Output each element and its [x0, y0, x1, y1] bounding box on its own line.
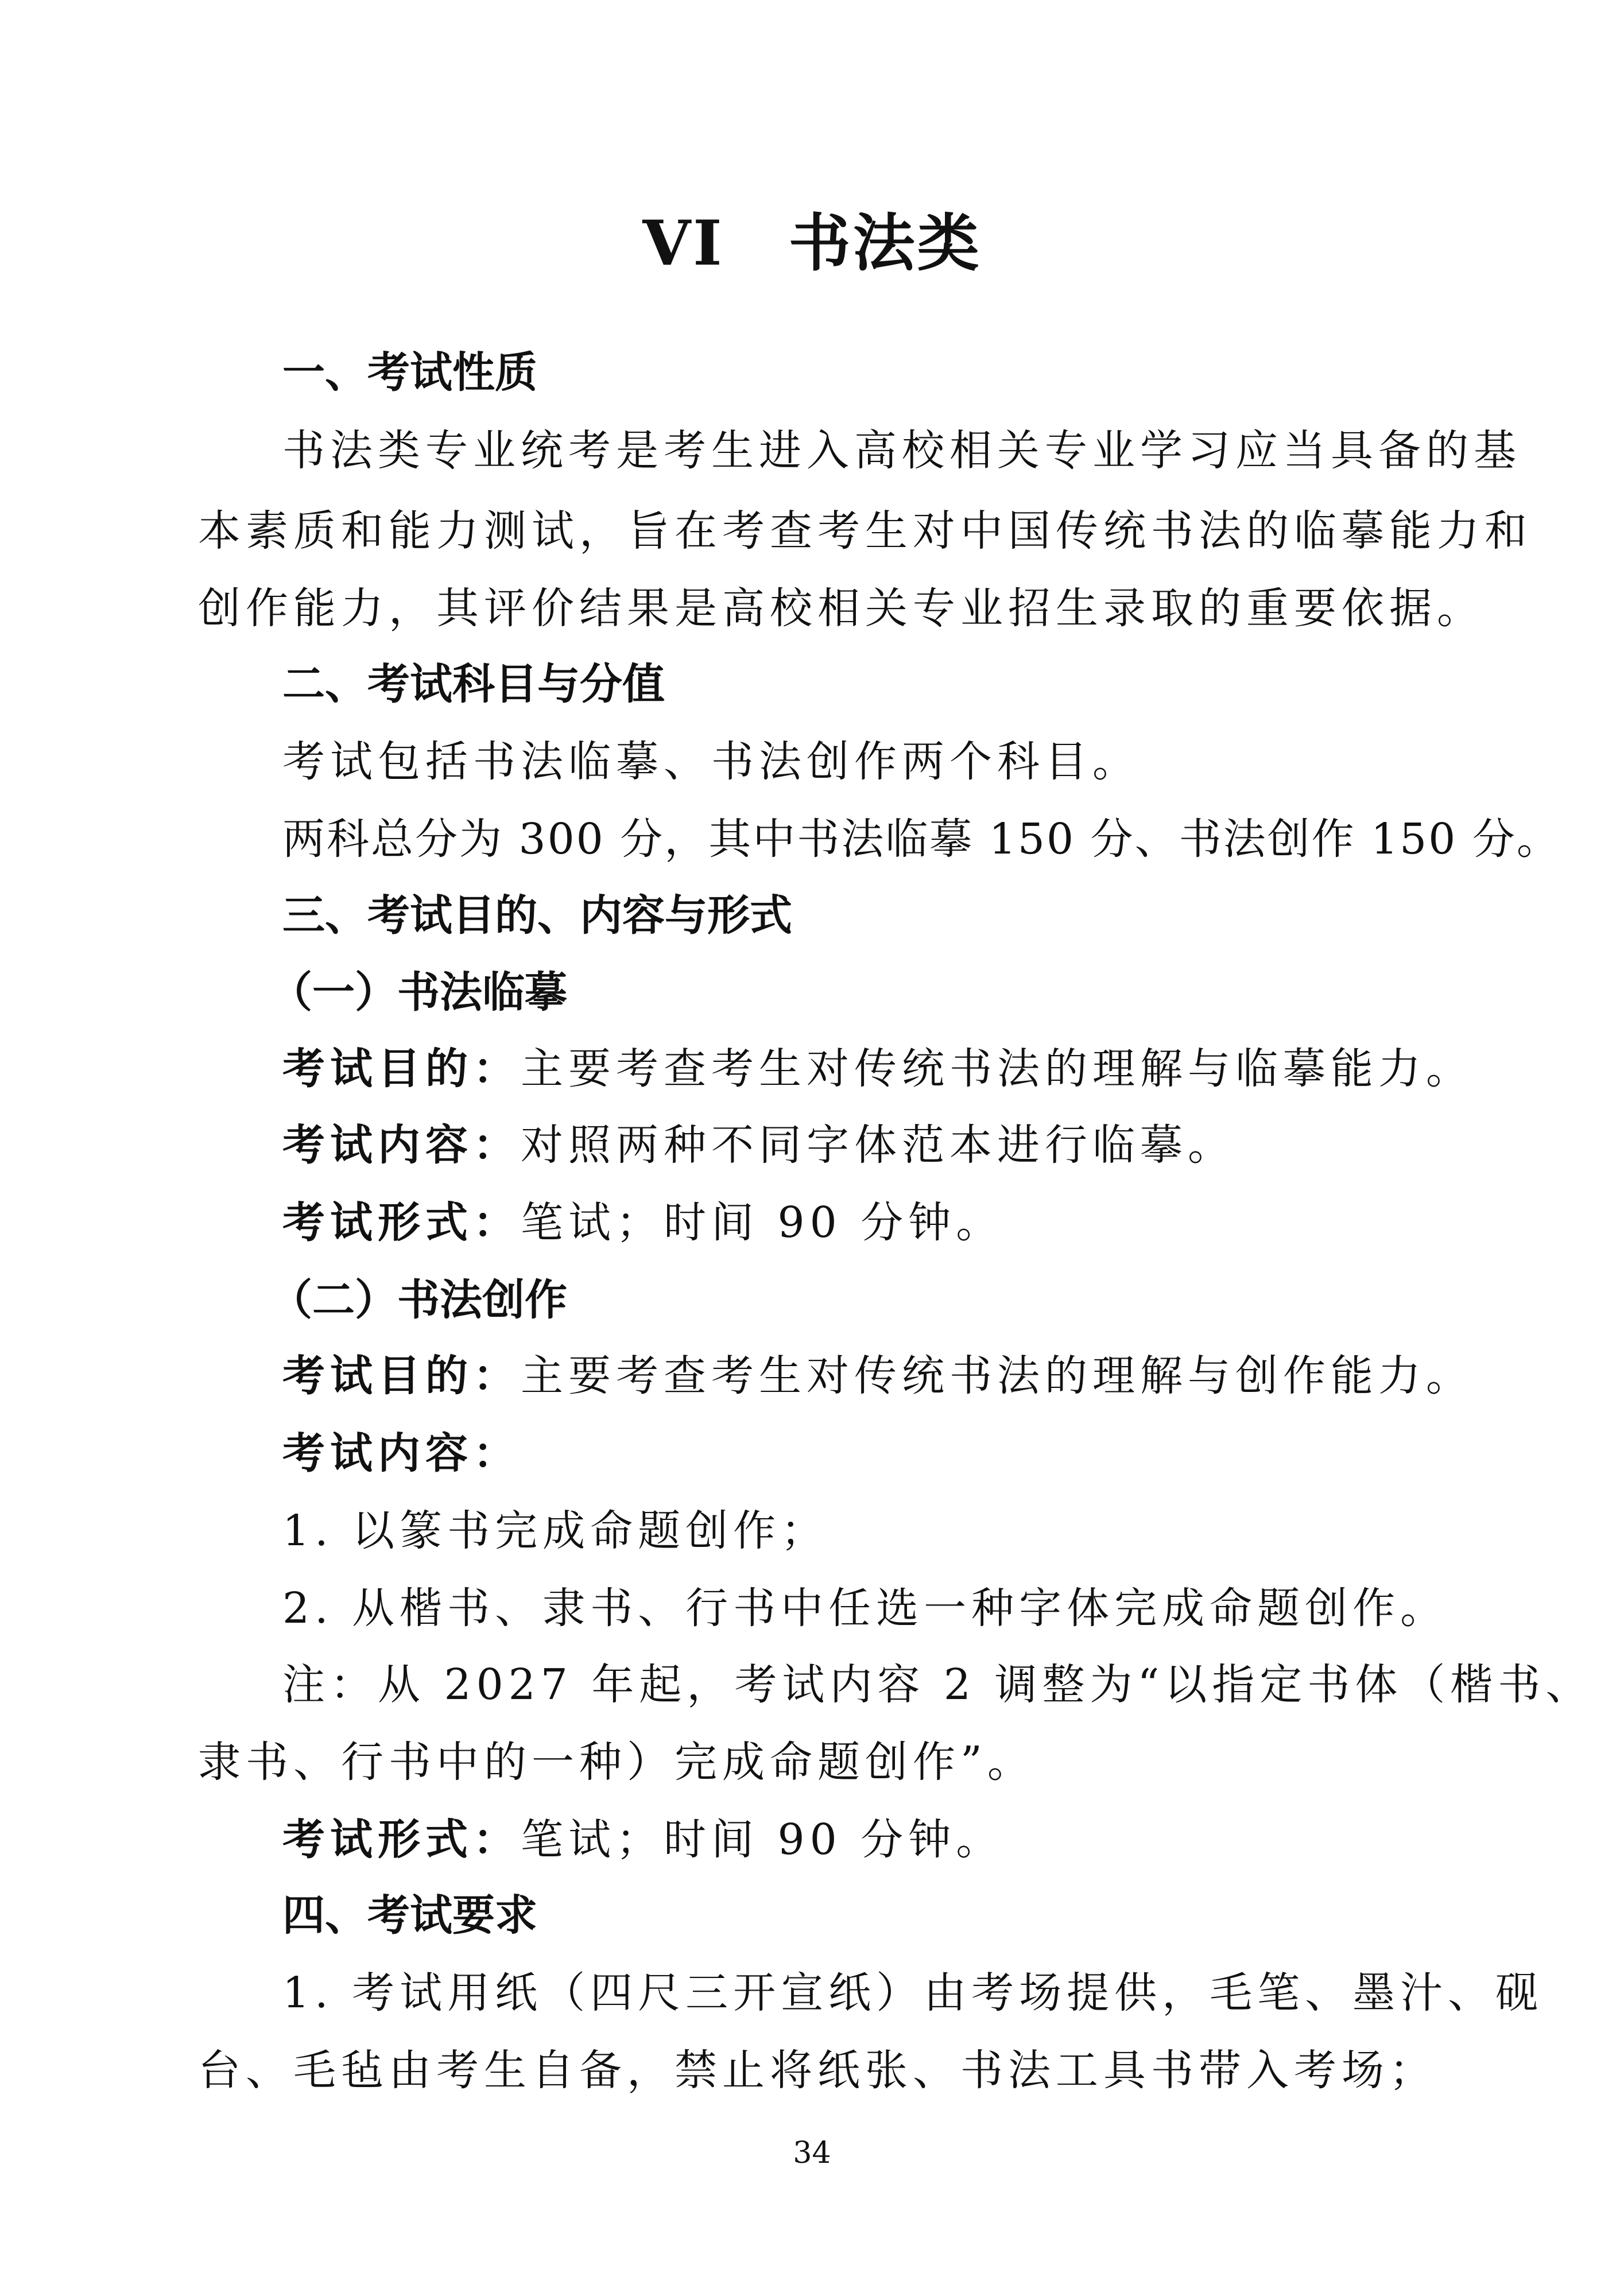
paragraph-line: 考试包括书法临摹、书法创作两个科目。 [282, 737, 1140, 786]
section-heading-subjects-scores: 二、考试科目与分值 [282, 660, 665, 709]
purpose-text: 主要考查考生对传统书法的理解与临摹能力。 [521, 1044, 1474, 1093]
form-text: 笔试；时间 90 分钟。 [521, 1815, 1004, 1864]
section-heading-exam-requirements: 四、考试要求 [282, 1891, 537, 1940]
list-item-continuation: 台、毛毡由考生自备，禁止将纸张、书法工具书带入考场； [198, 2046, 1437, 2095]
form-line [282, 1198, 1004, 1247]
form-label: 考试形式： [282, 1198, 521, 1247]
note-line: 注：从 2027 年起，考试内容 2 调整为“以指定书体（楷书、 [282, 1660, 1594, 1709]
section-heading-exam-nature: 一、考试性质 [282, 348, 537, 397]
content-line [282, 1120, 1235, 1170]
content-text: 对照两种不同字体范本进行临摹。 [521, 1120, 1235, 1170]
paragraph-line: 创作能力，其评价结果是高校相关专业招生录取的重要依据。 [198, 584, 1485, 633]
form-line [282, 1815, 1004, 1864]
content-line [282, 1429, 521, 1478]
purpose-line [282, 1351, 1474, 1401]
purpose-line [282, 1044, 1474, 1093]
subsection-heading-creation: （二）书法创作 [270, 1275, 567, 1325]
note-line: 隶书、行书中的一种）完成命题创作”。 [198, 1737, 1035, 1787]
purpose-label: 考试目的： [282, 1351, 521, 1401]
section-heading-purpose-content-form: 三、考试目的、内容与形式 [282, 891, 792, 940]
paragraph-line: 书法类专业统考是考生进入高校相关专业学习应当具备的基 [282, 426, 1521, 475]
list-item: 2. 从楷书、隶书、行书中任选一种字体完成命题创作。 [282, 1584, 1448, 1633]
form-text: 笔试；时间 90 分钟。 [521, 1198, 1004, 1247]
purpose-label: 考试目的： [282, 1044, 521, 1093]
paragraph-line: 两科总分为 300 分，其中书法临摹 150 分、书法创作 150 分。 [282, 815, 1561, 864]
list-item: 1. 考试用纸（四尺三开宣纸）由考场提供，毛笔、墨汁、砚 [282, 1968, 1544, 2018]
page-number: 34 [793, 2136, 831, 2170]
subsection-heading-copying: （一）书法临摹 [270, 968, 567, 1017]
list-item: 1. 以篆书完成命题创作； [282, 1506, 829, 1556]
paragraph-line: 本素质和能力测试，旨在考查考生对中国传统书法的临摹能力和 [198, 506, 1532, 556]
form-label: 考试形式： [282, 1815, 521, 1864]
page-title: VI 书法类 [642, 207, 982, 280]
content-label: 考试内容： [282, 1120, 521, 1170]
content-label: 考试内容： [282, 1429, 521, 1478]
purpose-text: 主要考查考生对传统书法的理解与创作能力。 [521, 1351, 1474, 1401]
